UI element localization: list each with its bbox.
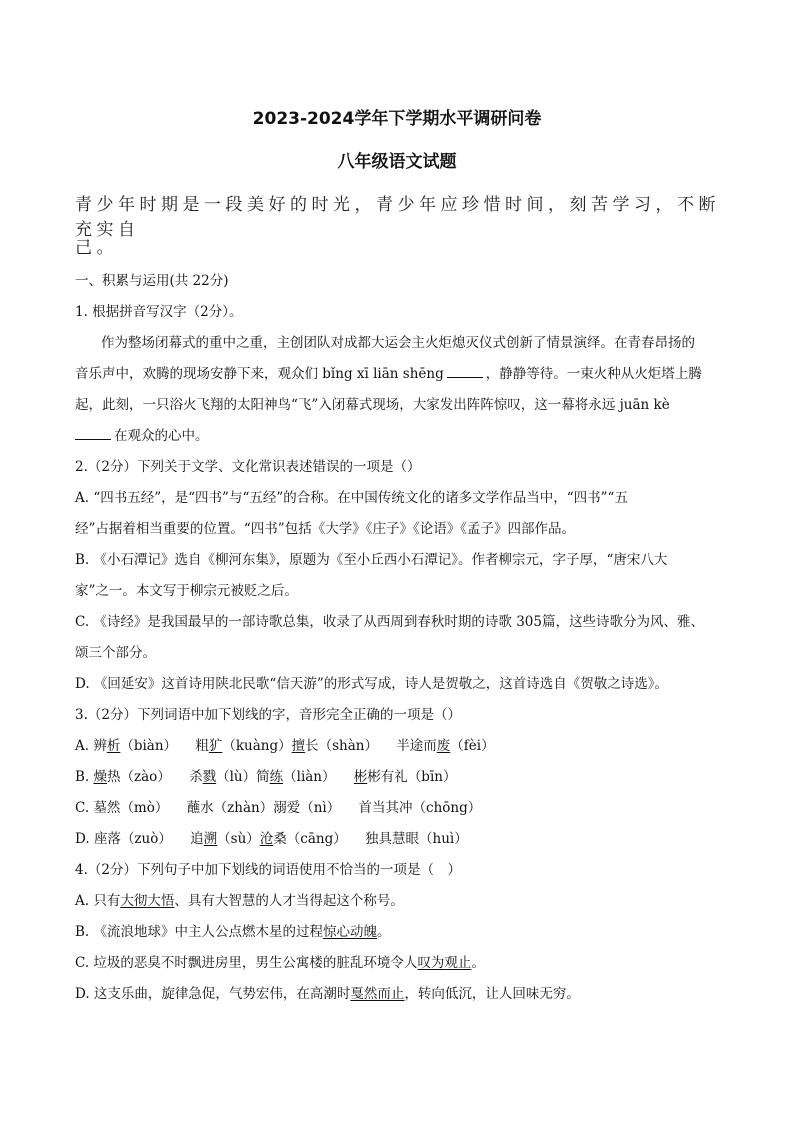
q2-option-b-line-1: B. 《小石潭记》选自《柳河东集》，原题为《至小丘西小石潭记》。作者柳宗元，字子厚，“唐宋八大 — [75, 552, 668, 568]
q1-text-after-blank-1: ，静静等待。一束火种从火炬塔上腾 — [485, 366, 702, 382]
section-heading: 一、积累与运用(共 22分) — [75, 273, 229, 289]
q3-option-b: B. 燥热（zào） 杀戮（lù）简练（liàn） 彬彬有礼（bīn） — [75, 769, 457, 785]
q4-option-c: C. 垃圾的恶臭不时飘进房里，男生公寓楼的脏乱环境令人叹为观止。 — [75, 955, 485, 971]
q2-option-a-line-1: A. “四书五经”，是“四书”与“五经”的合称。在中国传统文化的诸多文学作品当中，“四书”“五 — [75, 490, 628, 506]
motto-line-1: 青少年时期是一段美好的时光，青少年应珍惜时间，刻苦学习，不断充实自 — [75, 195, 720, 240]
q4-option-a: A. 只有大彻大悟、具有大智慧的人才当得起这个称号。 — [75, 893, 404, 909]
q4-stem: 4.（2分）下列句子中加下划线的词语使用不恰当的一项是（ ） — [75, 862, 461, 878]
q1-answer-blank-1[interactable] — [447, 365, 483, 378]
q1-answer-blank-2[interactable] — [75, 427, 111, 440]
q1-text-after-blank-2: 在观众的心中。 — [114, 428, 209, 444]
q1-text-before-blank-1: 音乐声中，欢腾的现场安静下来，观众们 bǐng xī liān shēng — [75, 366, 444, 382]
q3-stem: 3.（2分）下列词语中加下划线的字，音形完全正确的一项是（） — [75, 707, 461, 723]
q2-option-c-line-1: C. 《诗经》是我国最早的一部诗歌总集，收录了从西周到春秋时期的诗歌 305篇，这些诗歌分为风、雅、 — [75, 614, 704, 630]
q3-option-c: C. 墓然（mò） 蘸水（zhàn）溺爱（nì） 首当其冲（chōng） — [75, 800, 482, 816]
q2-option-c-line-2: 颂三个部分。 — [75, 645, 156, 661]
q2-option-a-line-2: 经”占据着相当重要的位置。“四书”包括《大学》《庄子》《论语》《孟子》四部作品。 — [75, 521, 575, 537]
q1-paragraph-line-3: 起，此刻，一只浴火飞翔的太阳神鸟“飞”入闭幕式现场，大家发出阵阵惊叹，这一幕将永远 juān kè — [75, 397, 670, 413]
q1-paragraph-line-2 — [75, 365, 725, 383]
exam-subtitle: 八年级语文试题 — [337, 152, 457, 172]
q4-option-d: D. 这支乐曲，旋律急促，气势宏伟，在高潮时戛然而止，转向低沉，让人回味无穷。 — [75, 986, 580, 1002]
q2-option-d: D. 《回延安》这首诗用陕北民歌“信天游”的形式写成，诗人是贺敬之，这首诗选自《贺敬之诗选》。 — [75, 676, 668, 692]
q1-stem: 1. 根据拼音写汉字（2分）。 — [75, 304, 243, 320]
q2-option-b-line-2: 家”之一。本文写于柳宗元被贬之后。 — [75, 583, 298, 599]
q3-option-a: A. 辨析（biàn） 粗犷（kuàng）擅长（shàn） 半途而废（fèi） — [75, 738, 495, 754]
q3-option-d: D. 座落（zuò） 追溯（sù）沧桑（cāng） 独具慧眼（huì） — [75, 831, 468, 847]
q4-option-b: B. 《流浪地球》中主人公点燃木星的过程惊心动魄。 — [75, 924, 391, 940]
exam-title: 2023-2024学年下学期水平调研问卷 — [252, 109, 542, 129]
q1-paragraph-line-4 — [75, 427, 725, 445]
motto-line-2: 己。 — [75, 238, 118, 258]
q1-paragraph-line-1: 作为整场闭幕式的重中之重，主创团队对成都大运会主火炬熄灭仪式创新了情景演绎。在青春昂扬的 — [101, 335, 695, 351]
q2-stem: 2.（2分）下列关于文学、文化常识表述错误的一项是（） — [75, 459, 421, 475]
